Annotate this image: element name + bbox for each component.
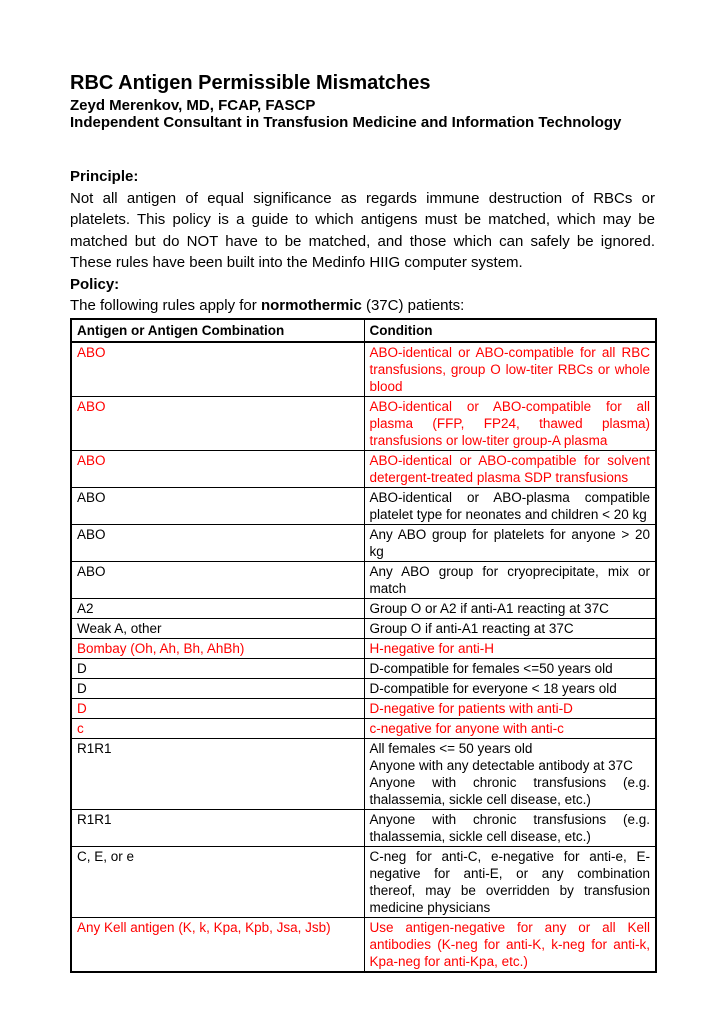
condition-cell [364, 917, 656, 972]
antigen-cell: ABO [71, 342, 364, 397]
condition-paragraph: c-negative for anyone with anti-c [369, 720, 564, 736]
policy-heading: Policy: [70, 275, 120, 293]
condition-paragraph: ABO-identical or ABO-plasma compatible platelet type for neonates and children < 20 kg [369, 489, 650, 522]
table-row [71, 809, 656, 846]
antigen-cell: c [71, 718, 364, 738]
antigen-cell: C, E, or e [71, 846, 364, 917]
table-row [71, 658, 656, 678]
mismatch-table-body [71, 342, 656, 972]
antigen-cell: ABO [71, 561, 364, 598]
condition-cell [364, 450, 656, 487]
principle-body: Not all antigen of equal significance as regards immune destruction of RBCs or platelets. This policy is a guide to which antigens must be matched, which may be matched but do NOT have to be matched, and those which can safely be ignored. These rules have been built into the Medinfo HIIG computer system. [70, 189, 655, 271]
table-row [71, 561, 656, 598]
policy-intro-prefix: The following rules apply for [70, 297, 261, 314]
document-title: RBC Antigen Permissible Mismatches [70, 72, 431, 94]
condition-paragraph: Any ABO group for cryoprecipitate, mix or match [369, 563, 650, 596]
document-content [70, 0, 655, 973]
condition-cell [364, 524, 656, 561]
condition-paragraph: ABO-identical or ABO-compatible for all RBC transfusions, group O low-titer RBCs or whole blood [369, 344, 650, 394]
table-row [71, 846, 656, 917]
table-row [71, 450, 656, 487]
antigen-cell: Weak A, other [71, 618, 364, 638]
policy-intro-bold: normothermic [260, 297, 362, 314]
table-row [71, 618, 656, 638]
condition-paragraph: D-compatible for everyone < 18 years old [369, 680, 617, 696]
condition-cell [364, 678, 656, 698]
antigen-cell: ABO [71, 487, 364, 524]
condition-paragraph: D-compatible for females <=50 years old [369, 660, 613, 676]
condition-cell [364, 638, 656, 658]
condition-cell [364, 561, 656, 598]
antigen-cell: Bombay (Oh, Ah, Bh, AhBh) [71, 638, 364, 658]
table-row [71, 342, 656, 397]
condition-cell [364, 342, 656, 397]
condition-column-header: Condition [364, 319, 656, 342]
document-author: Zeyd Merenkov, MD, FCAP, FASCP [70, 97, 316, 114]
table-row [71, 917, 656, 972]
table-row [71, 638, 656, 658]
table-row [71, 598, 656, 618]
table-row [71, 487, 656, 524]
table-row [71, 524, 656, 561]
condition-cell [364, 487, 656, 524]
condition-paragraph: C-neg for anti-C, e-negative for anti-e, E-negative for anti-E, or any combination thereof, may be overridden by transfusion medicine physicians [369, 848, 650, 915]
condition-paragraph: Anyone with chronic transfusions (e.g. thalassemia, sickle cell disease, etc.) [369, 774, 650, 807]
condition-cell [364, 738, 656, 809]
principle-heading: Principle: [70, 168, 139, 185]
condition-cell [364, 846, 656, 917]
condition-paragraph: Anyone with any detectable antibody at 37C [369, 757, 633, 773]
antigen-cell: R1R1 [71, 809, 364, 846]
policy-intro-suffix: (37C) patients: [361, 297, 465, 314]
condition-paragraph: All females <= 50 years old [369, 740, 533, 756]
condition-cell [364, 598, 656, 618]
table-row [71, 678, 656, 698]
condition-paragraph: Anyone with chronic transfusions (e.g. thalassemia, sickle cell disease, etc.) [369, 811, 650, 844]
antigen-cell: Any Kell antigen (K, k, Kpa, Kpb, Jsa, Jsb) [71, 917, 364, 972]
antigen-cell: D [71, 698, 364, 718]
condition-cell [364, 809, 656, 846]
condition-paragraph: ABO-identical or ABO-compatible for solvent detergent-treated plasma SDP transfusions [369, 452, 650, 485]
condition-paragraph: ABO-identical or ABO-compatible for all plasma (FFP, FP24, thawed plasma) transfusions or low-titer group-A plasma [369, 398, 650, 448]
antigen-cell: ABO [71, 524, 364, 561]
condition-paragraph: H-negative for anti-H [369, 640, 495, 656]
antigen-cell: A2 [71, 598, 364, 618]
condition-paragraph: Group O or A2 if anti-A1 reacting at 37C [369, 600, 609, 616]
condition-paragraph: Any ABO group for platelets for anyone > 20 kg [369, 526, 650, 559]
table-row [71, 396, 656, 450]
antigen-cell: D [71, 658, 364, 678]
document-author-role: Independent Consultant in Transfusion Medicine and Information Technology [70, 113, 622, 131]
table-header-row [71, 319, 656, 342]
condition-cell [364, 618, 656, 638]
table-row [71, 738, 656, 809]
policy-intro [70, 295, 655, 317]
condition-cell [364, 396, 656, 450]
condition-cell [364, 718, 656, 738]
table-row [71, 698, 656, 718]
mismatch-rules-table [70, 318, 657, 973]
condition-paragraph: Use antigen-negative for any or all Kell antibodies (K-neg for anti-K, k-neg for anti-k, Kpa-neg for anti-Kpa, etc.) [369, 919, 650, 969]
antigen-column-header: Antigen or Antigen Combination [71, 319, 364, 342]
antigen-cell: ABO [71, 450, 364, 487]
condition-paragraph: Group O if anti-A1 reacting at 37C [369, 620, 574, 636]
antigen-cell: ABO [71, 396, 364, 450]
condition-paragraph: D-negative for patients with anti-D [369, 700, 573, 716]
antigen-cell: D [71, 678, 364, 698]
antigen-cell: R1R1 [71, 738, 364, 809]
condition-cell [364, 658, 656, 678]
table-row [71, 718, 656, 738]
condition-cell [364, 698, 656, 718]
